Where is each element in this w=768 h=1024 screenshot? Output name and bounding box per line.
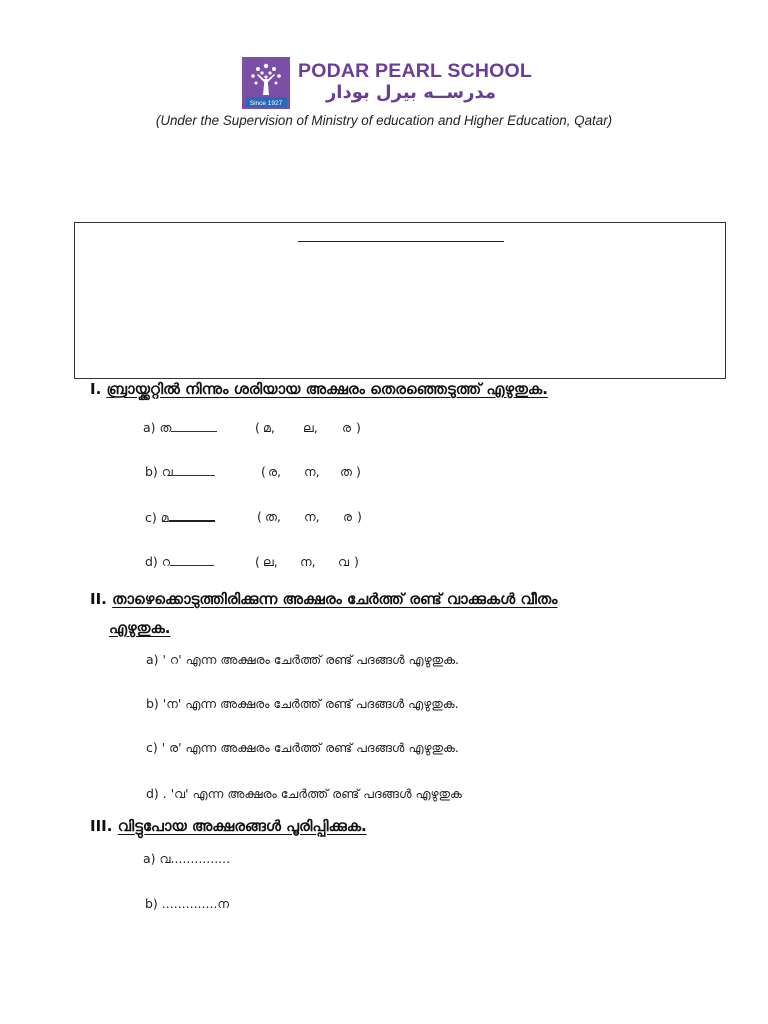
section-1-number: I. [90, 380, 102, 398]
paren-open: ( [261, 464, 266, 479]
option: ന, [304, 464, 320, 479]
option: വ [338, 554, 349, 569]
item-label: b) [145, 896, 158, 911]
section-1-heading [90, 380, 548, 398]
name-line[interactable] [298, 241, 504, 242]
section-2-number: II. [90, 590, 107, 608]
item-letter: വ [161, 464, 173, 479]
option: ര [343, 509, 352, 524]
section-3-number: III. [90, 817, 113, 835]
option: മ, [263, 420, 275, 435]
option: ത, [265, 509, 281, 524]
item-letter: മ [160, 510, 169, 525]
paren-open: ( [255, 420, 260, 435]
option: ര [342, 420, 351, 435]
tree-logo-icon [242, 57, 290, 109]
section-2-title-cont: എഴുതുക. [109, 619, 171, 637]
option: ന, [304, 509, 320, 524]
option: ന, [300, 554, 316, 569]
school-name: PODAR PEARL SCHOOL [298, 60, 533, 82]
item-label: b) [145, 464, 158, 479]
section-1-title: ബ്രായ്ക്കറ്റിൽ നിന്നും ശരിയായ അക്ഷരം തെരഞ്ഞെടുത്ത് എഴുതുക. [106, 380, 548, 398]
fill-blank-text[interactable]: ..............ന [161, 896, 230, 911]
section-3-item-a [143, 851, 230, 867]
item-letter: റ [161, 554, 171, 569]
school-name-arabic: مدرســه بيرل بودار [325, 82, 497, 103]
paren-close: ) [357, 509, 362, 524]
section-2-item-c: c) ' ര' എന്ന അക്ഷരം ചേർത്ത് രണ്ട് പദങ്ങൾ എഴുതുക. [146, 740, 459, 755]
paren-open: ( [257, 509, 262, 524]
section-2-heading-line2 [109, 619, 170, 637]
section-1-item-b [145, 464, 215, 480]
answer-blank[interactable] [171, 420, 217, 432]
section-2-item-a: a) ' റ' എന്ന അക്ഷരം ചേർത്ത് രണ്ട് പദങ്ങൾ എഴുതുക. [146, 652, 460, 667]
section-1-item-c [145, 509, 215, 526]
item-label: d) [145, 554, 158, 569]
section-2-item-b: b) 'ന' എന്ന അക്ഷരം ചേർത്ത് രണ്ട് പദങ്ങൾ എഴുതുക. [146, 696, 459, 711]
paren-close: ) [356, 420, 361, 435]
school-logo [242, 57, 532, 109]
paren-close: ) [356, 464, 361, 479]
paren-close: ) [354, 554, 359, 569]
supervision-subtitle: (Under the Supervision of Ministry of education and Higher Education, Qatar) [155, 113, 613, 128]
section-3-title: വിട്ടുപോയ അക്ഷരങ്ങൾ പൂരിപ്പിക്കുക. [117, 817, 367, 835]
item-label: a) [143, 420, 156, 435]
student-info-box [74, 222, 726, 379]
answer-blank[interactable] [173, 464, 215, 476]
section-2-title: താഴെക്കൊടുത്തിരിക്കുന്ന അക്ഷരം ചേർത്ത് രണ്ട് വാക്കുകൾ വീതം [112, 590, 558, 608]
option: ല, [263, 554, 278, 569]
section-3-heading [90, 817, 367, 835]
item-letter: ത [159, 420, 172, 435]
item-label: c) [145, 510, 157, 525]
fill-blank-text[interactable]: വ............... [159, 851, 231, 866]
option: ത [340, 464, 352, 479]
section-2-heading [90, 590, 557, 608]
section-3-item-b [145, 896, 229, 912]
section-1-item-d [145, 554, 214, 570]
option: ല, [303, 420, 318, 435]
paren-open: ( [255, 554, 260, 569]
section-2-item-d: d) . 'വ' എന്ന അക്ഷരം ചേർത്ത് രണ്ട് പദങ്ങൾ എഴുതുക [146, 786, 462, 801]
answer-blank[interactable] [170, 554, 214, 566]
option: ര, [268, 464, 281, 479]
item-label: a) [143, 851, 156, 866]
since-label: Since 1927 [249, 100, 283, 107]
section-1-item-a [143, 420, 217, 436]
answer-blank[interactable] [169, 509, 215, 522]
